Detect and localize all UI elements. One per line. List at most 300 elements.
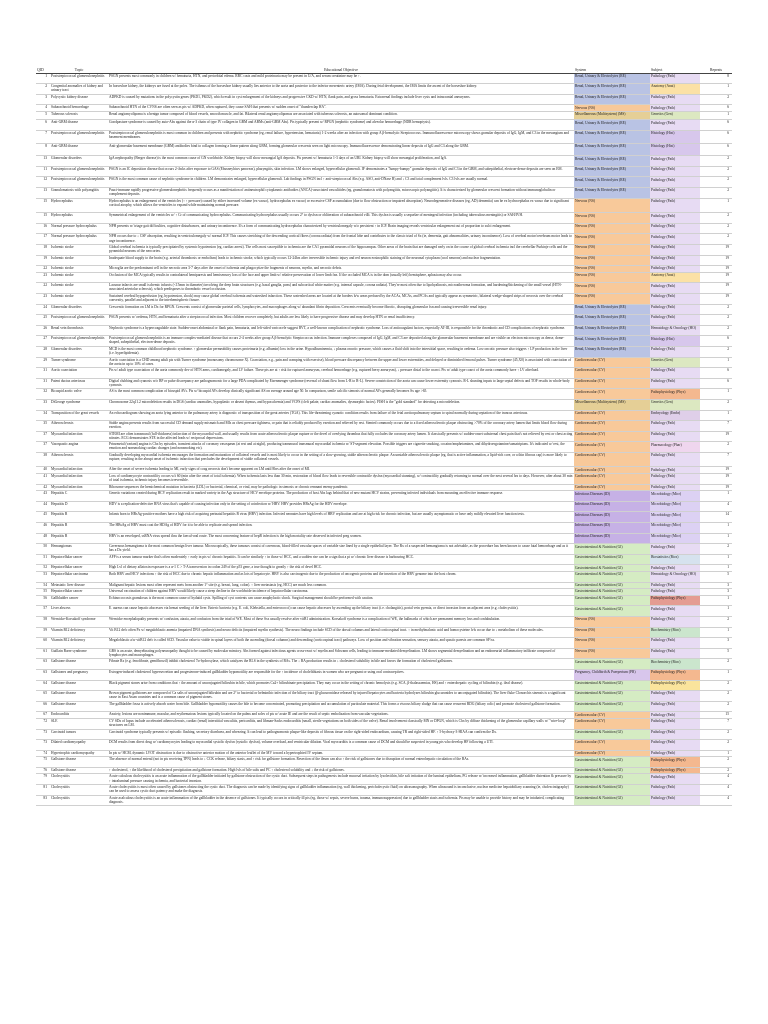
system-cell: Cardiovascular (CV) [574,431,650,442]
repeats-cell: 2 [700,213,732,224]
subject-cell: Pharmacology (Phar) [650,442,700,453]
table-row [36,234,732,245]
qid-cell: 5 [36,111,50,120]
subject-cell: Pathology (Path) [650,785,700,796]
subject-cell: Pathophysiology (Phys) [650,389,700,400]
repeats-cell: 7 [700,421,732,432]
objective-cell: NPH presents w/ triage gait difficulties, cognitive disturbances, and urinary incontinence. It's a form of communicating hydrocephalus characterized by ventriculomegaly w/o persistent ↑ in ICP. Brain imaging reveals ventricular enlargement out of proportion to sulci enlargement. [108,223,574,234]
repeats-cell: 1 [700,357,732,368]
topic-cell: Metastatic liver disease [50,582,108,589]
repeats-cell: 2 [700,691,732,702]
table-row [36,565,732,572]
system-cell: Infectious Diseases (ID) [574,491,650,502]
system-cell: Nervous (NS) [574,283,650,294]
table-row [36,442,732,453]
table-row [36,491,732,502]
qid-cell: 51 [36,554,50,565]
qid-cell: 53 [36,572,50,583]
topic-cell: Vasospastic angina [50,442,108,453]
objective-cell: Stable angina presents results from successful CD demand supply mismatch and MIs as chest pressure tightness, or pain that is reliably produced by exertion and relieved by rest. Stented commonly occurs due to a fixed atherosclerotic plaque obstructing >70% of the coronary artery lumen that limits blood flow during exertion. [108,421,574,432]
system-cell: Renal, Urinary & Electrolytes (RE) [574,73,650,84]
repeats-cell: 1 [700,533,732,544]
objective-cell: In horseshoe kidney, the kidneys are fused at the poles. The isthmus of the horseshoe kidney usually lies anterior to the aorta and posterior to the inferior mesenteric artery (IMA). During fetal development, the IMA limits the ascent of the horseshoe kidney. [108,84,574,95]
objective-cell: Fibrate Rx (e.g. fenofibrate, gemfibrozil) inhibit cholesterol 7α-hydroxylase, which catalyzes the RLS in the synthesis of BAs. The ↓ BA production results in ↓ cholesterol solubility in bile and favors the formation of cholesterol gallstones. [108,659,574,670]
subject-cell: Pathology (Path) [650,565,700,572]
table-row [36,648,732,659]
qid-cell: 83 [36,795,50,806]
objective-cell: Poststreptococcal glomerulonephritis is an immune complex-mediated disease that occurs 2-4 weeks after group A β-hemolytic Streptococcus infection. Immune complexes composed of IgG, IgM, and C3 are deposited along the glomerular basement membrane and are visible on electron microscopy as dense, dome-shaped, subepithelial, electron-dense deposits. [108,336,574,347]
qid-cell: 58 [36,616,50,627]
repeats-cell: 2 [700,740,732,751]
objective-cell: MCD is the most common childhood nephrotic syndrome. ↑ glomerular permeability causes proteinuria (e.g. albumin) loss in the urine. Hypoalbuminemia, ↓ plasma oncotic pressure, which causes a fluid shift into the interstitial space, resulting in oedema. Low oncotic pressure also triggers ↑ LP production in the liver (i.e. hyperlipidemia). [108,346,574,357]
objective-cell: ADPKD is caused by mutations in the polycystin genes (PKD1, PKD2), which result in cyst enlargement of the kidneys and progressive CKD w/ HTN, flank pain, and gross hematuria. Extrarenal findings include liver cysts and intracranial aneurysms. [108,94,574,105]
topic-cell: Hepatitis B [50,512,108,523]
subject-cell: Pathology (Path) [650,73,700,84]
table-row [36,357,732,368]
subject-cell: Pathology (Path) [650,589,700,596]
system-cell: Nervous (NS) [574,223,650,234]
objective-cell: The HBsAg of HBV must coat the HDAg of HDV for it to be able to replicate and spread infection. [108,523,574,534]
objective-cell: Global cerebral ischemia is typically precipitated by systemic hypotension (eg, cardiac arrest). The cells most susceptible to ischemia are the CA1 pyramidal neurons of the hippocampus. Other areas of the brain that are damaged early on in the course of global cerebral ischemia incl the cerebellar Purkinje cells and the pyramidal neurons of the neocortex. [108,245,574,256]
repeats-cell: 8 [700,73,732,84]
qid-cell: 31 [36,368,50,379]
objective-cell: Acute acalculous cholecystitis is an acute inflammation of the gallbladder in the absence of gallstones. It typically occurs in critically ill pts (eg, those w/ sepsis, severe burns, trauma, immunosuppression) due to gallbladder stasis and ischemia. Pts may be unable to provide history and may be intubated, complicating diagnosis. [108,795,574,806]
objective-cell: Goodpasture syndrome is caused by auto-Abs against the α-3 chain of type IV collagen in GBM and ABMs (anti-GBM Abs). Pts typically present w/ RPGN (nephritic syndrome) and alveolar hemorrhage (NDR hemoptysis). [108,120,574,131]
objective-cell: Lacunar infarcts are small ischemic infarcts (<15mm in diameter) involving the deep brain structures (e.g. basal ganglia, pons) and subcortical white matter (e.g. internal capsule, corona radiata). They're most often due to lipohyalinosis, microatheroma formation, and hardening/thickening of the small vessel (HTN-associated arteriolar sclerosis), which predisposes to thrombotic vessel occlusion. [108,283,574,294]
qid-cell: 38 [36,452,50,467]
table-row [36,325,732,336]
table-row [36,582,732,589]
system-cell: Cardiovascular (CV) [574,378,650,389]
topic-cell: Gallstone disease [50,659,108,670]
qid-cell: 54 [36,582,50,589]
qid-cell: 44 [36,501,50,512]
objective-cell: Microglia are the predominant cell in the necrotic area 3-7 days after the onset of ischemia and phagocytize the fragments of neurons, myelin, and necrotic debris. [108,266,574,273]
topic-cell: Hepatitis B [50,533,108,544]
qid-cell: 29 [36,357,50,368]
objective-cell: Hydrocephalus is an enlargement of the ventricles (↑ ↑ pressure) caused by either increased volume (ex vacuo), hydrocephalus ex vacuo) or excessive CSF accumulation (due to flow obstruction or impaired absorption). Neurodegenerative diseases (eg, AD) dementia) can be ex hydrocephalus ex vacuo due to significant cortical atrophy, which allows the ventricles to expand while maintaining normal pressure. [108,198,574,213]
repeats-cell: 2 [700,304,732,315]
subject-cell: Pathology (Path) [650,750,700,757]
table-row [36,669,732,680]
table-row [36,378,732,389]
qid-cell: 37 [36,431,50,442]
subject-cell: Hematology & Oncology (HO) [650,572,700,583]
topic-cell: Hydrocephalus [50,198,108,213]
subject-cell: Pathology (Path) [650,166,700,177]
repeats-cell: 6 [700,131,732,144]
topic-cell: Cholecystitis [50,795,108,806]
objective-cell: STEMI are often transmural (full-thickness) infarction of the myocardial wall, and usually results from acute atherosclerotic plaque rupture or the devel of overlying thrombus that fully occludes the coronary artery lumen. It classically presents w/ sudden-onset substernal chest pain that's not relieved by rest or chest acting nitrates. ECG demonstrates STE in the affected leads w/ reciprocal depressions. [109,431,573,440]
subject-cell: Pathology (Path) [650,315,700,326]
subject-cell: Histology (Hist) [650,143,700,156]
topic-cell: Ischemic stroke [50,266,108,273]
table-row [36,767,732,774]
topic-cell: Gallstone disease [50,680,108,691]
qid-cell: 23 [36,293,50,304]
topic-cell: Ischemic stroke [50,293,108,304]
subject-cell: Pathology (Path) [650,255,700,266]
system-cell: Gastrointestinal & Nutrition (GI) [574,701,650,712]
system-cell: Gastrointestinal & Nutrition (GI) [574,785,650,796]
system-cell: Infectious Diseases (ID) [574,533,650,544]
objective-cell: PSGN is an IC deposition disease that occurs 2-4wks after exposure to GAS (Ebusneyhiws pancreas), pharyngitis, skin infection. LM shows enlarged, hypercellular glomeruli. IF demonstrates a "lumpy-bumpy" granular deposits of IgG and C3 in the GBM, and subepithelial, electron-dense deposits are seen on EM. [108,166,574,177]
table-row [36,255,732,266]
objective-cell: HBV is an enveloped, ssRNA virus spread thru the faecal-oral route. The most concerning feature of hepB infection is the high mortality rate observed in infected preg women. [108,533,574,544]
topic-cell: DiGeorge syndrome [50,399,108,410]
system-cell: Cardiovascular (CV) [574,421,650,432]
repeats-cell: 2 [700,442,732,453]
table-row [36,701,732,712]
repeats-cell: 6 [700,368,732,379]
system-cell: Gastrointestinal & Nutrition (GI) [574,589,650,596]
topic-cell: Normal pressure hydrocephalus [50,223,108,234]
system-cell: Cardiovascular (CV) [574,442,650,453]
qid-cell: 57 [36,606,50,617]
qid-cell: 45 [36,512,50,523]
table-row [36,213,732,224]
objective-cell: Vit B12 defc often Px w/ megaloblastic anemia (impaired DNA synthesis) and neuro deficits (impaired myelin synthesis). The neuro findings include SCD of the dorsal columns and lateral corticospinal tract. ↑ in methylmalonic acid and homocysteine lvls occur due to ↓ metabolism of these molecules. [108,627,574,638]
system-cell: Nervous (NS) [574,266,650,273]
objective-cell: PSGN presents most commonly in children w/ hematuria, HTN, and periorbital edema. RBC casts and mild proteinuria may be present in U/A, and serum creatinine may be ↑. [108,73,574,84]
objective-cell: Occlusion of the MCA typically results in contralateral hemiparesis and hemisensory loss of the face and upper limb w/ relative preservation of lower limb fxn. If the occluded MCA is in the dom (usually left) hemisphere, aphasia may also occur. [108,272,574,283]
subject-cell: Anatomy (Anat) [650,272,700,283]
topic-cell: Aortic coarctation [50,368,108,379]
table-row [36,84,732,95]
repeats-cell: 2 [700,166,732,177]
subject-cell: Pathology (Path) [650,467,700,474]
topic-cell: Hepatitis D [50,501,108,512]
table-row [36,73,732,84]
subject-cell: Genetics (Gen) [650,111,700,120]
qid-cell: 33 [36,399,50,410]
table-row [36,484,732,491]
topic-cell: Turner syndrome [50,357,108,368]
topic-cell: Liver abscess [50,606,108,617]
subject-cell: Biochemistry (Bioc) [650,659,700,670]
objective-cell: Brown pigment gallstones are composed of Ca salts of unconjugated bilirubin and are 2° to bacterial or helminthic infection of the biliary tract (β-glucuronidase released by injured hepatocytes and bacteria hydrolyzes bilirubin glucuronides to unconjugated bilirubin). The liver fluke Clonorchis sinensis is a significant cause in East Asian countries and is a common cause of pigment stones. [108,691,574,702]
subject-cell: Histology (Hist) [650,131,700,144]
topic-cell: Hepatitis B [50,523,108,534]
topic-cell: Ischemic stroke [50,283,108,294]
subject-cell: Pathophysiology (Phys) [650,595,700,606]
table-row [36,572,732,583]
table-row [36,616,732,627]
header-system: System [574,66,650,73]
subject-cell: Pathology (Path) [650,795,700,806]
topic-cell: Myocardial infarction [50,467,108,474]
repeats-cell: 3 [700,638,732,649]
subject-cell: Pathology (Path) [650,484,700,491]
subject-cell: Pathology (Path) [650,177,700,188]
topic-cell: Congenital anomalies of kidney and urinary tract [50,84,108,95]
system-cell: Gastrointestinal & Nutrition (GI) [574,554,650,565]
repeats-cell: 4 [700,795,732,806]
subject-cell: Pathology (Path) [650,105,700,112]
topic-cell: Myocardial infarction [50,484,108,491]
subject-cell: Pathology (Path) [650,474,700,485]
subject-cell: Biostatistics (Bios) [650,554,700,565]
table-row [36,467,732,474]
repeats-cell: 2 [700,325,732,336]
subject-cell: Pathology (Path) [650,691,700,702]
objective-cell: Chromosome 22q11.2 microdeletion results in DGS (cardiac anomalies, hypoplastic or absent thymus, and hypocalcemia) and VCFS (cleft palate, cardiac anomalies, dysmorphic facies). FISH is the "gold standard" for detecting a microdeletion. [108,399,574,410]
table-row [36,729,732,740]
repeats-cell: 15 [700,712,732,719]
subject-cell: Microbiology (Micr) [650,501,700,512]
objective-cell: Acute calculous cholecystitis is an acute inflammation of the gallbladder initiated by gallstone obstruction of the cystic duct. Subsequent steps in pathogenesis include mucosal irritation by lysolecithin, bile salt irritation of the luminal epithelium, PG release w/ increased inflammation, gallbladder distention & pressure by ↑ intraluminal pressure causing ischemia, and bacterial invasion. [108,774,574,785]
system-cell: Nervous (NS) [574,627,650,638]
qid-cell: 59 [36,627,50,638]
table-row [36,757,732,768]
table-row [36,336,732,347]
qid-cell: 7 [36,131,50,144]
system-cell: Nervous (NS) [574,293,650,304]
repeats-cell: 14 [700,512,732,523]
table-row [36,223,732,234]
system-cell: Renal, Urinary & Electrolytes (RE) [574,143,650,156]
system-cell: Renal, Urinary & Electrolytes (RE) [574,177,650,188]
subject-cell: Pathology (Path) [650,544,700,555]
system-cell: Renal, Urinary & Electrolytes (RE) [574,304,650,315]
repeats-cell: 1 [700,491,732,502]
qid-cell: 32 [36,389,50,400]
qid-cell: 61 [36,648,50,659]
subject-cell: Pathophysiology (Phys) [650,669,700,680]
qid-cell: 55 [36,589,50,596]
subject-cell: Pathology (Path) [650,638,700,649]
system-cell: Renal, Urinary & Electrolytes (RE) [574,346,650,357]
topic-cell: Transposition of the great vessels [50,410,108,421]
repeats-cell: 1 [700,627,732,638]
system-cell: Infectious Diseases (ID) [574,512,650,523]
subject-cell: Microbiology (Micr) [650,512,700,523]
qid-cell: 60 [36,638,50,649]
table-row [36,554,732,565]
objective-cell: Gradually developing myocardial ischemia encourages the formation and maturation of collateral vessels and is most likely to occur in the setting of a slow-growing, stable atherosclerotic plaque. An unstable atherosclerotic plaque (eg, that is active inflammation, a lipid-rich core, or a thin fibrous cap) is more likely to rupture, resulting in the abrupt onset of ischemic infarction that precludes the development of viable collateral vessels. [108,452,574,467]
qid-cell: 17 [36,234,50,245]
repeats-cell: 1 [700,410,732,421]
topic-cell: SLE [50,718,108,729]
subject-cell: Pathology (Path) [650,701,700,712]
system-cell: Cardiovascular (CV) [574,750,650,757]
topic-cell: Cholecystitis [50,774,108,785]
repeats-cell: 4 [700,501,732,512]
table-row [36,523,732,534]
table-row [36,431,732,442]
system-cell: Renal, Urinary & Electrolytes (RE) [574,120,650,131]
objective-cell: Ribosome sequences the hemichemical mutation in bacteria (LDL) or bacterial, chemical, or viral, may be pathologic in stenosis or chronic remnant enemy pandemic. [108,484,574,491]
qid-cell: 25 [36,315,50,326]
system-cell: Renal, Urinary & Electrolytes (RE) [574,94,650,105]
topic-cell: Hepatocellular cancer [50,565,108,572]
topic-cell: Myocardial infarction [50,474,108,485]
qid-cell: 28 [36,346,50,357]
qid-cell: 43 [36,491,50,502]
system-cell: Miscellaneous (Multisystem) (MS) [574,399,650,410]
repeats-cell: 1 [700,84,732,95]
system-cell: Cardiovascular (CV) [574,718,650,729]
objective-cell: HDV is a replication-defective RNA virus that's capable of causing infection only in the setting of coinfection w/ HBV. HBV provides HBsAg for the HDV envelope. [108,501,574,512]
qid-cell: 37 [36,442,50,453]
objective-cell: E. aureus can cause hepatic abscesses via hemat seeding of the liver. Enteric bacteria (e.g. E. coli, Klebsiella, and enterococci) can cause hepatic abscesses by ascending up the biliary tract (i.e. cholangitis), portal vein pyemia, or direct invasion from an adjacent area (e.g. cholecystitis). [108,606,574,617]
table-row [36,315,732,326]
repeats-cell: 2 [700,315,732,326]
qid-cell: 41 [36,474,50,485]
topic-cell: Gallbladder cancer [50,595,108,606]
repeats-cell: 19 [700,467,732,474]
objective-cell: Prinzmetal (variant) angina is Chx by episodes, transient attacks of coronary vasospasm (at rest and at night), producing transmural transmural myocardial ischemia w/ ST-segment elevation. Possible triggers are cigarette smoking, cocaine/amphetamines, and dihydroergotamine/sumatriptans. It's indicated w/ rest, the emotion and nonsmoking cardiac changes (and nonsmoking etc). [108,442,574,453]
objective-cell: Poststreptococcal glomerulonephritis is most common in children and presents with nephritic syndrome (eg, renal failure, hypertension, hematuria) 1-2 weeks after an infection with group A β-hemolytic Streptococcus. Immunofluorescence microscopy shows granular deposits of IgG, IgM, and C3 in the mesangium and basement membranes. [108,131,574,144]
qid-cell: 1 [36,73,50,84]
objective-cell: High Lvl of dietary aflatoxin exposure is a α-1 C > T-A transversion in codon 249 of the p53 gene, a true thought to greatly ↑ the risk of devel HCC. [108,565,574,572]
topic-cell: Poststreptococcal glomerulonephritis [50,166,108,177]
repeats-cell: 6 [700,120,732,131]
repeats-cell: 6 [700,105,732,112]
subject-cell: Histology (Hist) [650,336,700,347]
repeats-cell: 7 [700,452,732,467]
system-cell: Renal, Urinary & Electrolytes (RE) [574,84,650,95]
table-row [36,606,732,617]
repeats-cell: 19 [700,431,732,442]
topic-cell: Hepatocellular carcinoma [50,572,108,583]
table-row [36,272,732,283]
subject-cell: Anatomy (Anat) [650,84,700,95]
objective-cell: DCM results from direct drug w/ cardiomyocytes leading to myocardial systolic dysfxn (systolic dysfxn), volume overload, and ventricular dilation. Viral myocarditis is a common cause of DCM and should be suspected in young pts who develop HF following a UTI. [108,740,574,751]
topic-cell: Glomerular disorders [50,304,108,315]
qid-cell: 26 [36,325,50,336]
table-row [36,589,732,596]
topic-cell: Guillain Barre syndrome [50,648,108,659]
objective-cell: The gallbladder fossa is actively absorb water from bile. Gallbladder hypomotility causes the bile to become concentrated, promoting precipitation and accumulation of particulate material. This forms a viscous biliary sludge that can cause recurrent RDG (biliary colic) and promote cholesterol gallstone formation. [108,701,574,712]
table-row [36,680,732,691]
repeats-cell: 2 [700,94,732,105]
subject-cell: Pathology (Path) [650,156,700,167]
topic-cell: Anti-GBM disease [50,120,108,131]
objective-cell: Both HBV and HCV infections ↑ the risk of HCC due to chronic hepatic inflammation and as lots of hepatocyte. HBV is also carcinogenic due to the production of oncogenic proteins and the insertion of the HBV genome into the host chrom. [108,572,574,583]
subject-cell: Pathology (Path) [650,94,700,105]
subject-cell: Pathology (Path) [650,188,700,199]
subject-cell: Pathology (Path) [650,729,700,740]
objective-cell: Anti-glomerular basement membrane (GBM) antibodies bind to collagen forming a linear pattern along GBM, forming glomerular crescents seen on light microscopy. Immunofluorescence demonstrating linear deposits of IgG and C3 along the GBM. [108,143,574,156]
subject-cell: Pathology (Path) [650,421,700,432]
table-row [36,368,732,379]
qid-cell: 46 [36,523,50,534]
qid-cell: 64 [36,680,50,691]
qid-cell: 27 [36,336,50,347]
objective-cell: Carcinoid syndrome typically presents w/ episodic flushing, secretory diarrhoea, and wheezing. It can lead to pathognomonic plaque-like deposits of fibrous tissue on the right-sided endocardium, causing TR and right-sided HF. ↑ 5-hydroxy-3-HIAA can confirm the Dx. [108,729,574,740]
repeats-cell: 1 [700,669,732,680]
qid-cell: 3 [36,94,50,105]
subject-cell: Pathology (Path) [650,234,700,245]
qid-cell: 66 [36,701,50,712]
table-row [36,544,732,555]
qid-cell: 8 [36,143,50,156]
table-row [36,595,732,606]
topic-cell: Glomerular disorders [50,156,108,167]
repeats-cell: 2 [700,188,732,199]
objective-cell: Loss of cardiomyocyte contractility occurs w/i 60 (min after the onset of total ischemia). When ischemia lasts less than 30 min, restoration of blood flow leads to reversible contractile dysfxn (myocardial stunning), w/ contractility gradually returning to normal over the next several hrs to days. However, after about 30 min of total ischemia, ischemic injury becomes irreversible. [109,474,573,483]
table-row [36,533,732,544]
table-row [36,177,732,188]
objective-cell: An echocardiogram showing an aorta lying anterior to the pulmonary artery is diagnostic of transposition of the great arteries (TGA). This life-threatening cyanotic condition results from failure of the fetal aorticopulmonary septum to spiral normally during septation of the truncus arteriosus. [108,410,574,421]
qid-cell: 73 [36,740,50,751]
system-cell: Renal, Urinary & Electrolytes (RE) [574,166,650,177]
repeats-cell: 19 [700,266,732,273]
objective-cell: Symmetrical enlargement of the ventricles w/ ↑ Cr of communicating hydrocephalus. Communicating hydrocephalus usually occurs 2° to dysfxn or obliteration of subarachnoid villi. This dysfxn is usually a sequelae of meningeal infection (including tuberculous meningitis) or SAH/IVH. [108,213,574,224]
topic-cell: Glomerular disorders [50,346,108,357]
objective-cell: AFP is a serum tumour marker that's often moderately ↑ early in pts w/ chronic hepatitis. It can be similarly ↑ in those w/ HCC, and a sudden rise can be a sign that a pt w/ chronic liver disease is harbouring HCC. [108,554,574,565]
objective-cell: Megaloblastic a/w vitB12 defc is called SCD. Vascular value to viable in spinal layers of both the ascending (dorsal columns) and descending (corticospinal tract) pathways. Loss of position and vibration sensation, sensory ataxia, and spastic paresis are common SF/sx. [108,638,574,649]
table-row [36,293,732,304]
topic-cell: Gallstone disease [50,767,108,774]
qid-cell: 50 [36,544,50,555]
table-header-row [36,66,732,73]
objective-cell: Renal angiomyolipoma is a benign tumor composed of blood vessels, smooth muscle, and fat. Bilateral renal angiomyolipomas are associated with tuberous sclerosis, an autosomal dominant condition. [108,111,574,120]
system-cell: Gastrointestinal & Nutrition (GI) [574,582,650,589]
system-cell: Cardiovascular (CV) [574,467,650,474]
subject-cell: Pathology (Path) [650,616,700,627]
repeats-cell: 19 [700,272,732,283]
objective-cell: Aortic coarctation is a CHD among adult pts with Turner syndrome (monosomy chromosome X). Coarctation, e.g., pain and cramping with exercise), blood pressure discrepancy between the upper and lower extremities, and delayed or diminished femoral pulses. Turner syndrome (45,X0) is associated with coarctation of the aorta in up to 10% of cases. [108,357,574,368]
objective-cell: Wernicke encephalopathy presents w/ confusion, ataxia, and confusion from the triad of WE. Most of these Sxs usually resolve after vitB1 administration. Korsakoff syndrome is a complication of WE, the hallmarks of which are permanent memory loss and confabulation. [108,616,574,627]
system-cell: Gastrointestinal & Nutrition (GI) [574,606,650,617]
system-cell: Nervous (NS) [574,255,650,266]
qid-cell: 31 [36,378,50,389]
objective-cell: PSGN is the most common cause of nephritic syndrome in children. LM demonstrates enlarged, hypercellular glomeruli. Lab findings in PSGN incl ↑ anti-streptococcal Abs (e.g. ASO, anti-DNase B) and ↓ C3 and total complement lvls. C3 lvls are usually normal. [108,177,574,188]
table-row [36,346,732,357]
qid-cell: 48 [36,533,50,544]
table-row [36,245,732,256]
repeats-cell: 2 [700,156,732,167]
objective-cell: Digital clubbing and cyanosis w/o BP or pulse discrepancy are pathognomonic for a large PDA complicated by Eisenmenger syndrome (reversal of shunt flow from L-R to R-L). Severe constriction of the aorta can cause lower extremity cyanosis. R-L shunting inputs to large septal defects and TOF results in whole-body cyanosis. [108,378,574,389]
repeats-cell: 2 [700,680,732,691]
objective-cell: Black pigment stones arise from conditions that ↑ the amount of unconjugated bilirubin in bile, which promotes Ca2+ bilirubinate precipitation. They may occur in the setting of chronic hemolysis (e.g. SCA, β-thalassaemias, HS) and ↑ enterohepatic cycling of bilirubin (e.g. ileal disease). [108,680,574,691]
topic-cell: Poststreptococcal glomerulonephritis [50,315,108,326]
qid-cell: 6 [36,120,50,131]
qid-cell: 79 [36,774,50,785]
system-cell: Renal, Urinary & Electrolytes (RE) [574,156,650,167]
objective-cell: Echinococcosis granulosus is the most common cause of hydatid cysts. Spilling of cyst contents can cause anaphylactic shock. Surgical management should be performed with caution. [108,595,574,606]
subject-cell: Pathology (Path) [650,245,700,256]
repeats-cell: 1 [700,198,732,213]
system-cell: Gastrointestinal & Nutrition (GI) [574,795,650,806]
repeats-cell: 2 [700,757,732,768]
repeats-cell: 2 [700,767,732,774]
system-cell: Renal, Urinary & Electrolytes (RE) [574,325,650,336]
repeats-cell: 4 [700,774,732,785]
repeats-cell: 1 [700,554,732,565]
repeats-cell: 3 [700,589,732,596]
topic-cell: Carcinoid tumors [50,729,108,740]
qid-cell: 63 [36,669,50,680]
topic-cell: Myocardial infarction [50,431,108,442]
objective-cell: Infants born to HBsAg-positive mothers have a high risk of acquiring perinatal hepatitis B virus (HBV) infection. Infected neonates have high levels of HBV replication and are at high risk for chronic infection, but are usually asymptomatic or have only mildly elevated liver function tests. [108,512,574,523]
repeats-cell: 2 [700,701,732,712]
qid-cell: 22 [36,283,50,294]
subject-cell: Pathology (Path) [650,368,700,379]
repeats-cell: 2 [700,177,732,188]
topic-cell: Tuberous sclerosis [50,111,108,120]
qid-cell: 15 [36,198,50,213]
subject-cell: Pathology (Path) [650,120,700,131]
subject-cell: Hematology & Oncology (HO) [650,325,700,336]
repeats-cell: 19 [700,293,732,304]
system-cell: Cardiovascular (CV) [574,474,650,485]
system-cell: Nervous (NS) [574,648,650,659]
table-row [36,166,732,177]
topic-cell: Gallstone disease [50,701,108,712]
